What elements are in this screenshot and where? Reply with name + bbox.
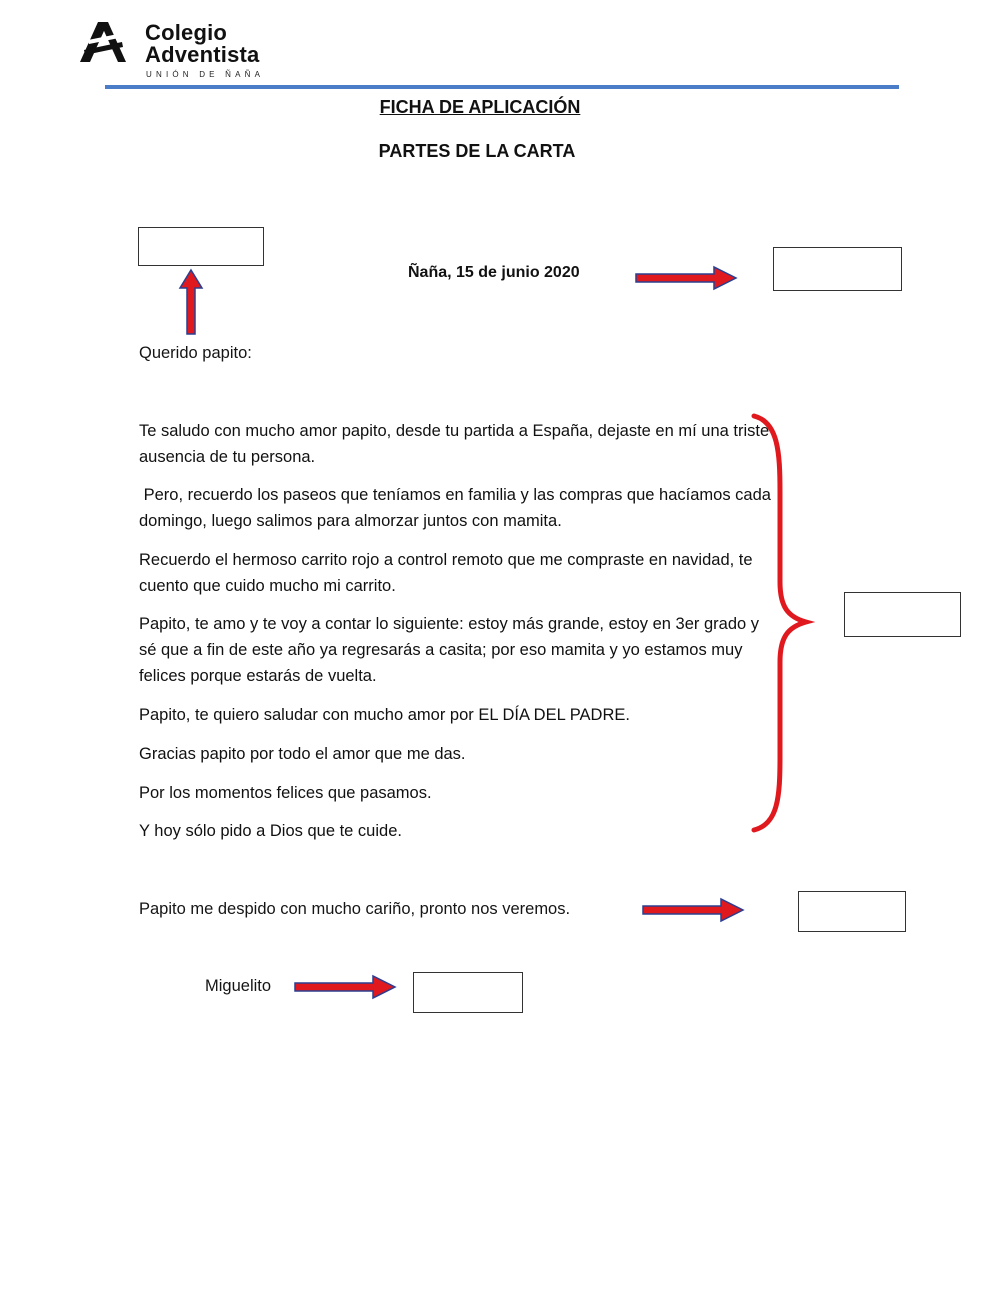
body-paragraph: Te saludo con mucho amor papito, desde tu partida a España, dejaste en mí una triste ausencia de tu persona. bbox=[139, 422, 770, 466]
arrow-up-icon bbox=[178, 268, 204, 336]
body-paragraph: Y hoy sólo pido a Dios que te cuide. bbox=[139, 822, 402, 840]
school-name-line1: Colegio bbox=[145, 20, 228, 45]
letter-date: Ñaña, 15 de junio 2020 bbox=[408, 264, 580, 281]
body-paragraph: Gracias papito por todo el amor que me das. bbox=[139, 745, 466, 763]
body-paragraph: Pero, recuerdo los paseos que teníamos en familia y las compras que hacíamos cada domingo, luego salimos para almorzar juntos con mamita. bbox=[139, 486, 776, 530]
page-subtitle: PARTES DE LA CARTA bbox=[378, 141, 576, 161]
letter-greeting: Querido papito: bbox=[139, 344, 252, 362]
answer-box-greeting[interactable] bbox=[138, 227, 264, 266]
curly-brace-icon bbox=[748, 412, 814, 834]
school-logo-icon bbox=[78, 20, 128, 64]
body-paragraph: Papito, te quiero saludar con mucho amor por EL DÍA DEL PADRE. bbox=[139, 706, 630, 724]
page-title: FICHA DE APLICACIÓN bbox=[379, 97, 581, 117]
answer-box-date[interactable] bbox=[773, 247, 902, 291]
school-subtitle: UNIÓN DE ÑAÑA bbox=[146, 70, 265, 79]
answer-box-signature[interactable] bbox=[413, 972, 523, 1013]
body-paragraph: Por los momentos felices que pasamos. bbox=[139, 784, 432, 802]
answer-box-body[interactable] bbox=[844, 592, 961, 637]
answer-box-farewell[interactable] bbox=[798, 891, 906, 932]
arrow-right-icon bbox=[293, 974, 397, 1000]
school-name-line2: Adventista bbox=[145, 42, 260, 67]
body-paragraph: Recuerdo el hermoso carrito rojo a control remoto que me compraste en navidad, te cuento que cuido mucho mi carrito. bbox=[139, 551, 753, 595]
header-divider bbox=[105, 85, 899, 89]
letter-signature: Miguelito bbox=[205, 977, 272, 995]
body-paragraph: Papito, te amo y te voy a contar lo siguiente: estoy más grande, estoy en 3er grado y sé que a fin de este año ya regresarás a casita; por eso mamita y yo estamos muy felices porque estarás de vuelta. bbox=[139, 615, 760, 685]
letter-farewell: Papito me despido con mucho cariño, pronto nos veremos. bbox=[139, 900, 571, 918]
arrow-right-icon bbox=[634, 265, 738, 291]
arrow-right-icon bbox=[641, 897, 745, 923]
